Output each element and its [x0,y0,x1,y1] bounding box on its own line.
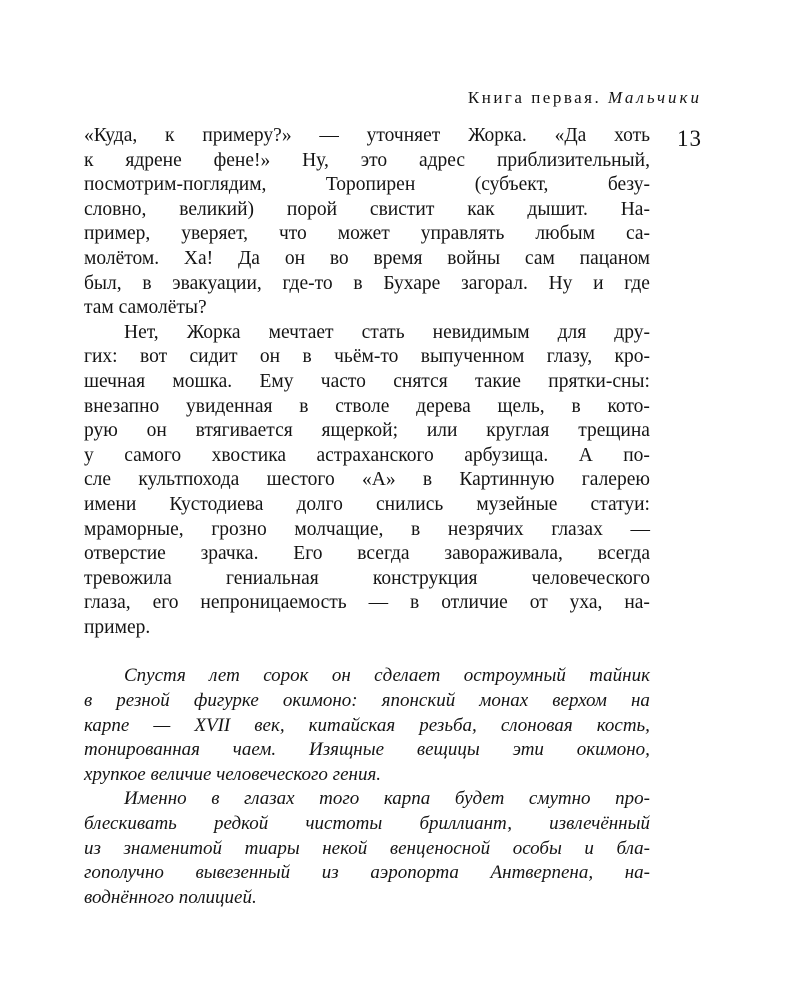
word: монах [479,690,529,712]
word: что [278,223,307,245]
word: к [84,149,94,171]
word: пацаном [579,247,650,269]
word: в [211,788,220,810]
word: вывезенный [195,862,291,884]
word: глазу, [546,346,593,368]
word: в [142,272,152,294]
word: Ха! [183,247,214,269]
word: сам [524,247,555,269]
word: где [624,272,650,294]
word: хоть [614,125,650,146]
word: извлечённый [549,813,650,835]
text-line [84,812,650,837]
word: гополучно [84,862,164,884]
text-line [84,787,650,812]
word: в [410,592,420,614]
word: и [584,837,594,859]
paragraph-4 [84,787,650,910]
text-line [84,714,650,739]
word: или [426,420,458,442]
word: фигурке [193,690,259,712]
word: может [337,223,390,245]
word: безу- [607,174,650,196]
word: незрячих [447,518,524,540]
word: сле [84,469,112,491]
word: дру- [614,321,650,343]
word: уверяет, [181,223,249,245]
word: остроумный [463,665,566,687]
word: ящеркой; [321,420,399,442]
word: из [321,862,339,884]
word: мечтает [268,321,334,343]
word: галерею [581,469,650,491]
word: венценосной [389,837,491,859]
word: глазах [244,788,295,810]
word: чистоты [305,813,383,835]
word: щель, [497,395,545,417]
word: окимоно, [576,739,650,761]
word: всегда [357,543,410,565]
word: Ему [259,370,294,392]
word: мраморные, [84,518,184,540]
word: музейные [476,493,558,515]
text-line: пример. [84,616,151,638]
word: в [353,272,363,294]
text-line: воднённого полицией. [84,886,257,908]
running-head [468,88,702,108]
word: сидит [189,346,238,368]
word: Изящные [308,739,385,761]
word: культпохода [138,469,240,491]
word: кость, [596,714,650,736]
word: стволе [335,395,390,417]
word: это [360,149,388,171]
text-line [84,542,650,567]
word: конструкция [372,567,478,589]
word: отверстие [84,543,166,565]
text-line [84,198,650,223]
word: некой [322,837,368,859]
word: был, [84,272,122,294]
word: на- [624,592,650,614]
word: словно, [84,198,147,220]
word: как [467,198,495,220]
word: втягивается [195,420,293,442]
word: тайник [589,665,650,687]
word: снятся [393,370,448,392]
word: блескивать [84,813,177,835]
word: (субъект, [474,174,549,196]
word: особы [512,837,562,859]
word: в [302,346,312,368]
word: порой [286,198,338,220]
word: где-то [282,272,333,294]
text-line [84,395,650,420]
word: войны [447,247,501,269]
word: Ну, [302,149,329,171]
word: эти [512,739,544,761]
word: гих: [84,346,118,368]
word: он [331,665,351,687]
word: и [593,272,604,294]
word: «А» [362,469,396,491]
text-line [84,222,650,247]
word: молчащие, [294,518,384,540]
word: молётом. [84,247,160,269]
text-line [84,664,650,689]
word: по- [623,444,650,466]
word: шестого [266,469,335,491]
word: завораживала, [444,543,563,565]
word: его [152,592,179,614]
word: уха, [569,592,603,614]
running-head-book: Книга первая. [467,88,602,107]
word: XVII [194,714,231,736]
word: хвостика [211,444,287,466]
word: во [329,247,349,269]
italic-passage [84,664,650,910]
word: грозно [211,518,267,540]
paragraph-1 [84,124,650,321]
word: снились [376,493,444,515]
text-line [84,149,650,174]
word: посмотрим-поглядим, [84,174,267,196]
text-line [84,321,650,346]
text-line: там самолёты? [84,297,207,319]
word: пример, [84,223,151,245]
word: он [284,247,305,269]
word: примеру?» [202,125,292,146]
word: тиары [244,837,300,859]
word: резной [116,690,170,712]
word: знаменитой [123,837,223,859]
word: Его [293,543,323,565]
word: редкой [214,813,269,835]
word: — [153,714,171,736]
paragraph-2 [84,321,650,641]
paragraph-3 [84,664,650,787]
word: адрес [418,149,466,171]
word: бриллиант, [419,813,512,835]
word: гениальная [225,567,319,589]
word: На- [620,198,650,220]
word: вот [140,346,168,368]
word: чаем. [232,739,277,761]
word: бла- [616,837,650,859]
word: сорок [263,665,309,687]
word: китайская [308,714,396,736]
text-line [84,272,650,297]
word: самого [124,444,182,466]
word: Нет, [124,321,159,343]
word: глаза, [84,592,131,614]
text-line [84,468,650,493]
word: астраханского [316,444,434,466]
word: время [373,247,423,269]
word: кото- [607,395,650,417]
word: аэропорта [370,862,459,884]
word: Спустя [124,665,186,687]
word: окимоно: [282,690,358,712]
word: сделает [374,665,441,687]
word: тревожила [84,567,172,589]
word: такие [474,370,521,392]
text-line [84,567,650,592]
word: приблизительный, [496,149,650,171]
text-line [84,247,650,272]
word: долго [296,493,343,515]
word: верхом [552,690,607,712]
word: Жорка [186,321,241,343]
word: фене!» [213,149,271,171]
page-number: 13 [677,126,702,151]
word: карпа [383,788,431,810]
word: в [299,395,309,417]
word: век, [254,714,285,736]
word: рую [84,420,118,442]
word: в [422,469,433,491]
word: того [319,788,360,810]
word: круглая [486,420,550,442]
word: трещина [578,420,650,442]
word: резьба, [419,714,477,736]
word: Ну [548,272,573,294]
word: тонированная [84,739,200,761]
word: он [146,420,167,442]
word: для [557,321,587,343]
word: в [84,690,93,712]
word: са- [625,223,650,245]
word: «Да [554,125,587,146]
text-line [84,591,650,616]
word: он [259,346,281,368]
word: человеческого [531,567,650,589]
word: смутно [528,788,591,810]
word: выпученном [420,346,525,368]
word: — [630,518,650,540]
word: японский [381,690,456,712]
word: часто [320,370,366,392]
text-line [84,345,650,370]
body-text [84,124,650,910]
text-line [84,173,650,198]
word: невидимым [432,321,530,343]
word: будет [454,788,505,810]
word: имени [84,493,137,515]
word: дышит. [527,198,588,220]
word: кро- [614,346,650,368]
word: великий) [179,198,255,220]
word: статуи: [590,493,650,515]
word: Бухаре [383,272,441,294]
word: зрачка. [200,543,259,565]
word: стать [361,321,405,343]
word: любым [535,223,595,245]
word: всегда [597,543,650,565]
word: загорал. [461,272,528,294]
word: Антверпена, [490,862,594,884]
word: прятки-сны: [548,370,650,392]
word: глазах [551,518,603,540]
text-line [84,861,650,886]
word: отличие [441,592,508,614]
word: у [84,444,94,466]
word: «Куда, [84,125,138,146]
word: А [578,444,593,466]
text-line [84,493,650,518]
word: эвакуации, [172,272,262,294]
word: на [630,690,650,712]
word: про- [615,788,650,810]
word: уточняет [366,125,441,146]
word: Кустодиева [169,493,264,515]
word: Именно [124,788,187,810]
word: слоновая [500,714,573,736]
word: от [529,592,548,614]
word: — [319,125,339,146]
text-line [84,444,650,469]
word: свистит [369,198,435,220]
word: мошка. [172,370,233,392]
text-line [84,419,650,444]
word: дерева [416,395,471,417]
word: Картинную [459,469,555,491]
word: управлять [420,223,505,245]
word: — [368,592,389,614]
text-line [84,738,650,763]
word: арбузища. [464,444,549,466]
running-head-section: Мальчики [608,88,702,107]
word: непроницаемость [200,592,347,614]
text-line: хрупкое величие человеческого гения. [84,763,382,785]
word: шечная [84,370,146,392]
word: вещицы [416,739,480,761]
word: на- [624,862,650,884]
word: в [571,395,581,417]
word: увиденная [186,395,273,417]
text-line [84,518,650,543]
text-line [84,689,650,714]
word: внезапно [84,395,160,417]
word: Жорка. [468,125,527,146]
word: лет [209,665,240,687]
word: Торопирен [325,174,416,196]
word: из [84,837,101,859]
word: в [411,518,421,540]
word: карпе [84,714,130,736]
word: ядрене [125,149,182,171]
word: к [165,125,175,146]
word: чьём-то [334,346,399,368]
text-line [84,370,650,395]
text-line [84,837,650,862]
text-line [84,124,650,149]
word: Да [238,247,260,269]
